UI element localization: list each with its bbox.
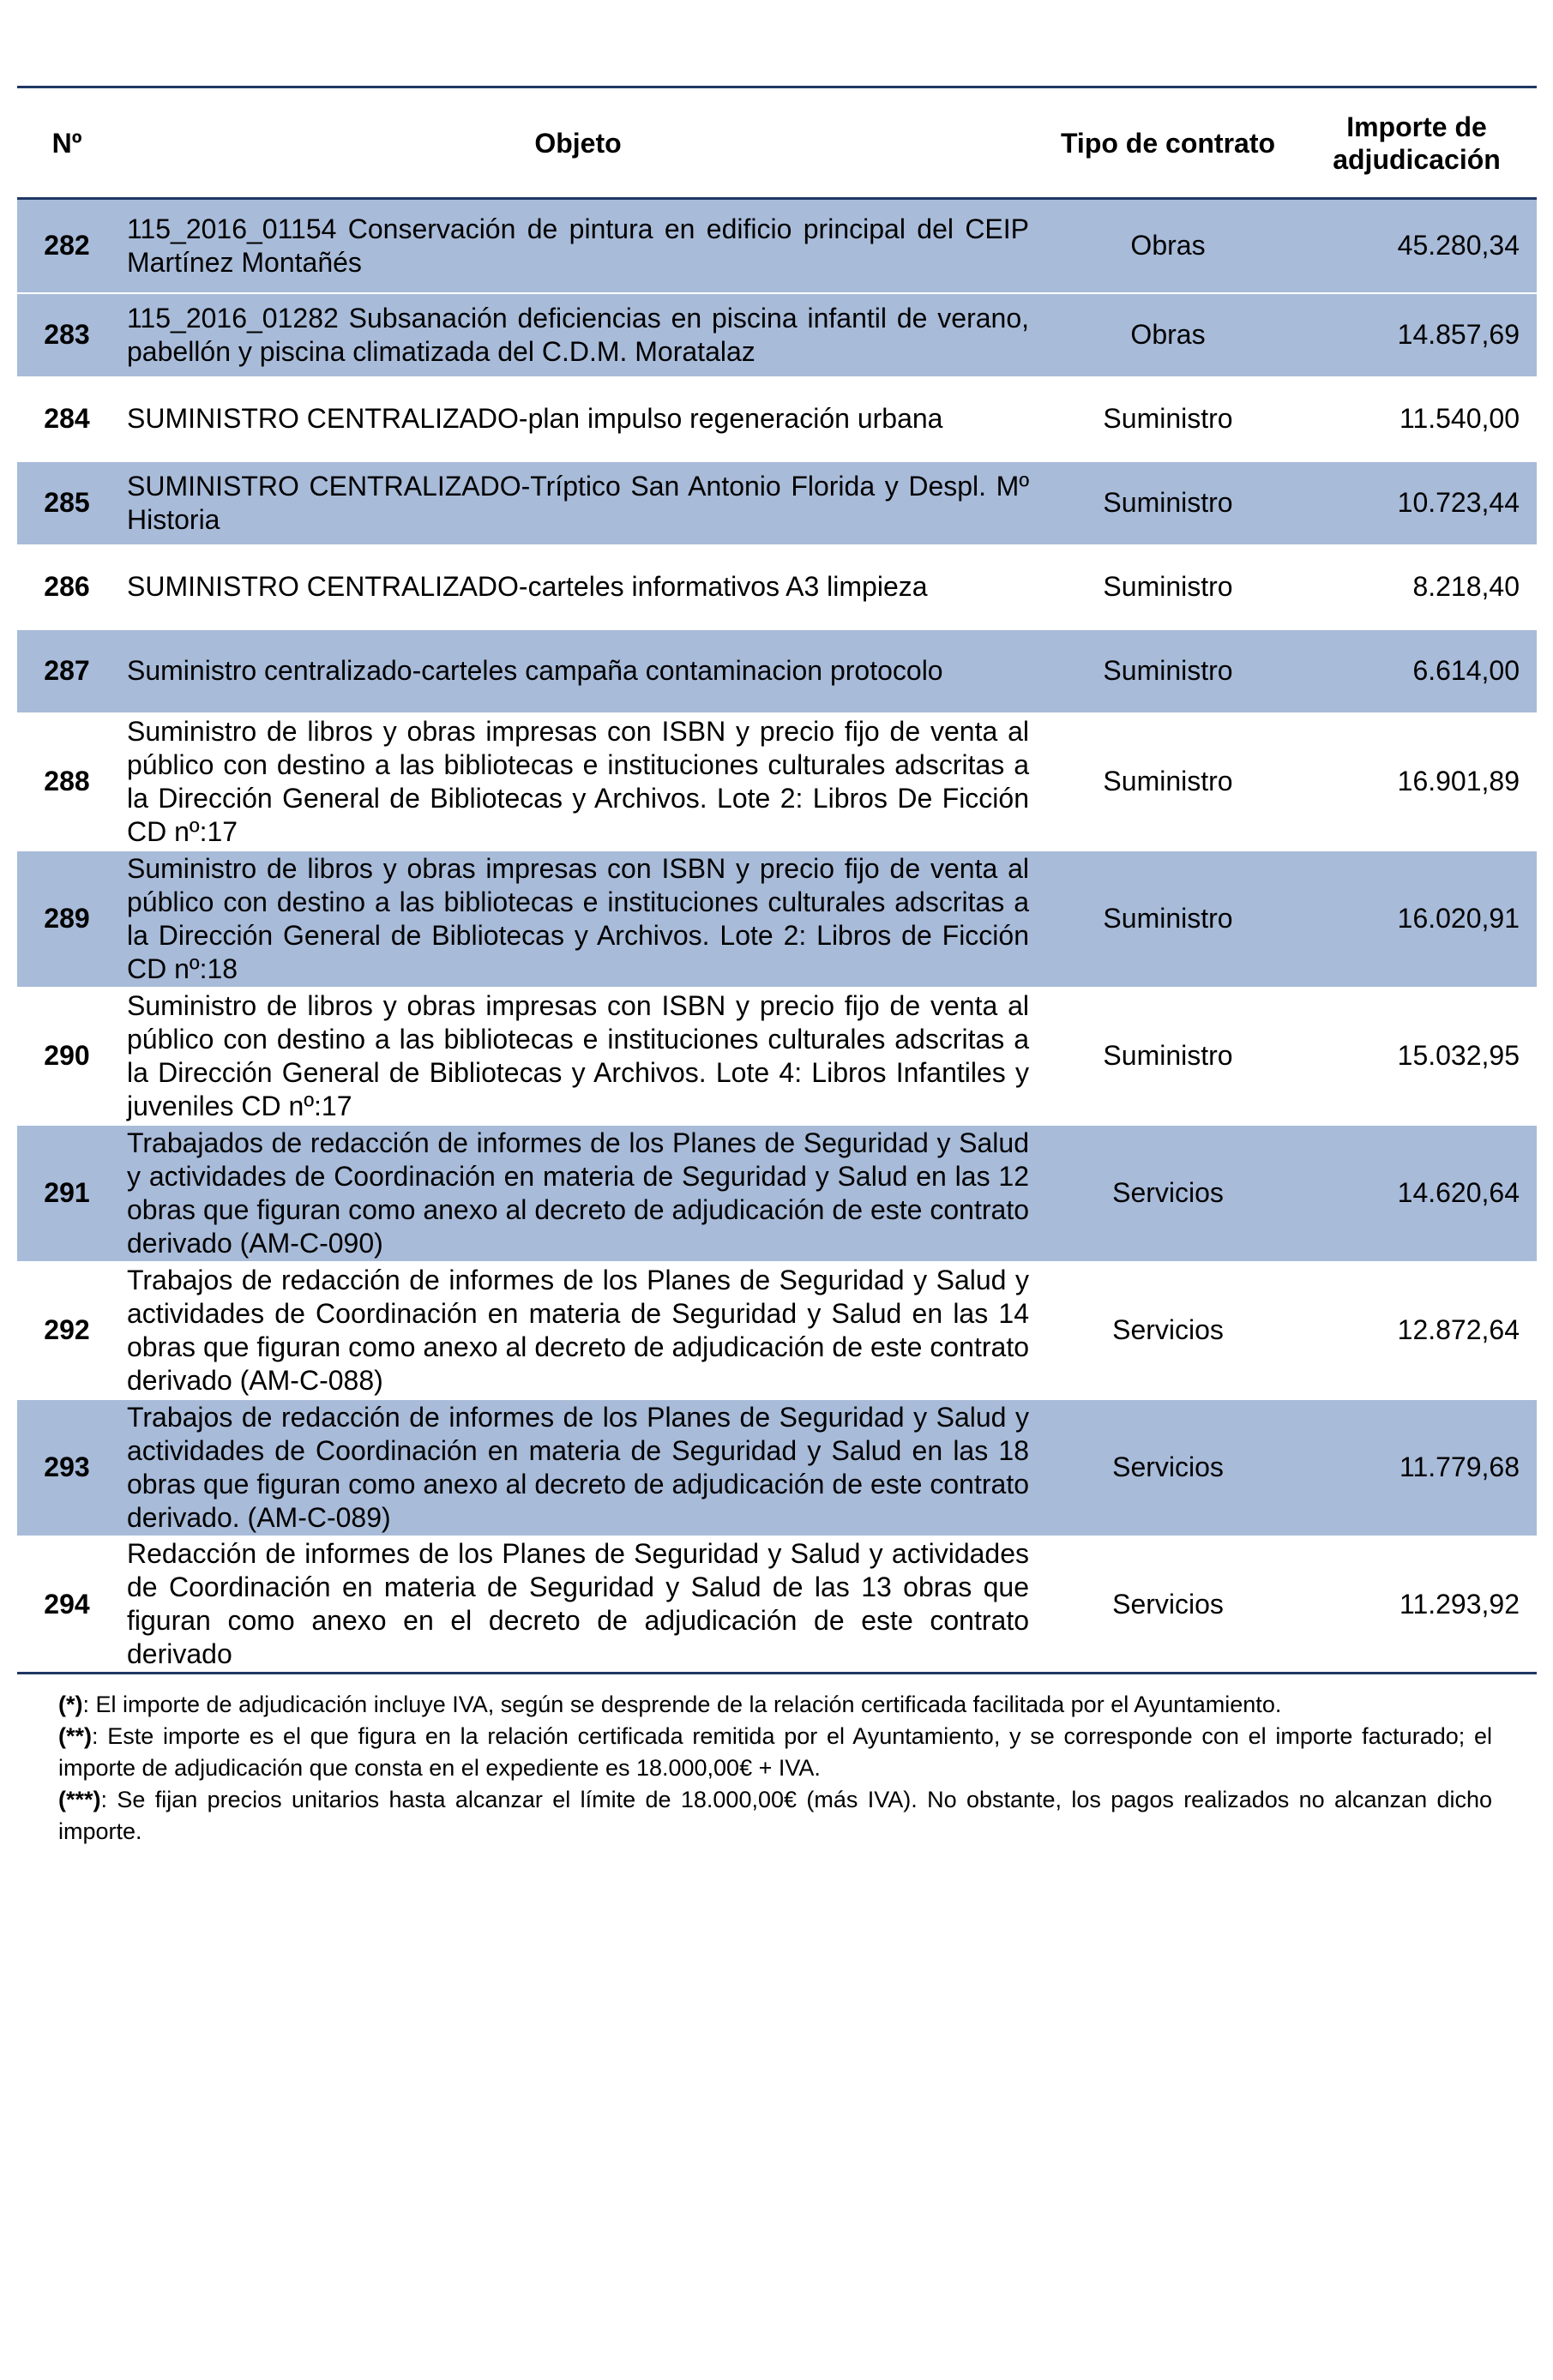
table-row <box>17 850 1537 988</box>
row-num: 283 <box>17 293 117 377</box>
table-row <box>17 1399 1537 1536</box>
table-row <box>17 988 1537 1125</box>
table-row <box>17 377 1537 461</box>
table-row <box>17 1536 1537 1674</box>
table-row <box>17 713 1537 850</box>
row-tipo: Servicios <box>1039 1399 1297 1536</box>
table-header <box>17 87 1537 199</box>
row-importe: 11.293,92 <box>1297 1536 1537 1674</box>
footnote-mark: (**) <box>58 1723 92 1749</box>
row-num: 290 <box>17 988 117 1125</box>
footnote-text: : Este importe es el que figura en la relación certificada remitida por el Ayuntamiento, y se corresponde con el importe facturado; el importe de adjudicación que consta en el expediente es 18.000,00€ + IVA. <box>58 1723 1492 1781</box>
row-tipo: Suministro <box>1039 988 1297 1125</box>
row-num: 284 <box>17 377 117 461</box>
table-row <box>17 461 1537 545</box>
table-row <box>17 1262 1537 1399</box>
footnote-text: : El importe de adjudicación incluye IVA, según se desprende de la relación certificada facilitada por el Ayuntamiento. <box>82 1692 1282 1717</box>
row-objeto: SUMINISTRO CENTRALIZADO-Tríptico San Antonio Florida y Despl. Mº Historia <box>117 461 1039 545</box>
row-num: 285 <box>17 461 117 545</box>
row-objeto: Trabajados de redacción de informes de los Planes de Seguridad y Salud y actividades de Coordinación en materia de Seguridad y Salud en las 12 obras que figuran como anexo al decreto de adjudicación de este contrato derivado (AM-C-090) <box>117 1125 1039 1262</box>
row-objeto: Suministro de libros y obras impresas con ISBN y precio fijo de venta al público con destino a las bibliotecas e instituciones culturales adscritas a la Dirección General de Bibliotecas y Archivos. Lote 2: Libros De Ficción CD nº:17 <box>117 713 1039 850</box>
footnote <box>58 1689 1492 1721</box>
row-objeto: Trabajos de redacción de informes de los Planes de Seguridad y Salud y actividades de Coordinación en materia de Seguridad y Salud en las 14 obras que figuran como anexo al decreto de adjudicación de este contrato derivado (AM-C-088) <box>117 1262 1039 1399</box>
footnote-mark: (*) <box>58 1692 83 1717</box>
row-importe: 8.218,40 <box>1297 545 1537 629</box>
row-tipo: Suministro <box>1039 713 1297 850</box>
table-row <box>17 1125 1537 1262</box>
row-importe: 14.857,69 <box>1297 293 1537 377</box>
row-objeto: SUMINISTRO CENTRALIZADO-carteles informativos A3 limpieza <box>117 545 1039 629</box>
header-objeto: Objeto <box>117 87 1039 199</box>
row-tipo: Suministro <box>1039 850 1297 988</box>
row-tipo: Suministro <box>1039 461 1297 545</box>
row-objeto: 115_2016_01282 Subsanación deficiencias en piscina infantil de verano, pabellón y piscina climatizada del C.D.M. Moratalaz <box>117 293 1039 377</box>
header-tipo: Tipo de contrato <box>1039 87 1297 199</box>
row-num: 287 <box>17 629 117 713</box>
header-row <box>17 87 1537 199</box>
header-importe: Importe de adjudicación <box>1297 87 1537 199</box>
row-objeto: Suministro de libros y obras impresas con ISBN y precio fijo de venta al público con destino a las bibliotecas e instituciones culturales adscritas a la Dirección General de Bibliotecas y Archivos. Lote 2: Libros de Ficción CD nº:18 <box>117 850 1039 988</box>
row-tipo: Suministro <box>1039 377 1297 461</box>
table-body <box>17 199 1537 1674</box>
row-num: 294 <box>17 1536 117 1674</box>
footnotes <box>58 1689 1492 1848</box>
row-tipo: Obras <box>1039 199 1297 293</box>
row-num: 289 <box>17 850 117 988</box>
row-importe: 15.032,95 <box>1297 988 1537 1125</box>
row-tipo: Servicios <box>1039 1262 1297 1399</box>
row-num: 293 <box>17 1399 117 1536</box>
row-objeto: Suministro centralizado-carteles campaña contaminacion protocolo <box>117 629 1039 713</box>
row-num: 291 <box>17 1125 117 1262</box>
footnote <box>58 1721 1492 1784</box>
row-importe: 11.540,00 <box>1297 377 1537 461</box>
table-row <box>17 545 1537 629</box>
row-num: 282 <box>17 199 117 293</box>
footnote-text: : Se fijan precios unitarios hasta alcanzar el límite de 18.000,00€ (más IVA). No obstante, los pagos realizados no alcanzan dicho importe. <box>58 1787 1492 1844</box>
row-tipo: Suministro <box>1039 545 1297 629</box>
row-importe: 16.020,91 <box>1297 850 1537 988</box>
row-objeto: SUMINISTRO CENTRALIZADO-plan impulso regeneración urbana <box>117 377 1039 461</box>
footnote <box>58 1784 1492 1848</box>
row-num: 292 <box>17 1262 117 1399</box>
row-objeto: Trabajos de redacción de informes de los Planes de Seguridad y Salud y actividades de Coordinación en materia de Seguridad y Salud en las 18 obras que figuran como anexo al decreto de adjudicación de este contrato derivado. (AM-C-089) <box>117 1399 1039 1536</box>
row-tipo: Obras <box>1039 293 1297 377</box>
row-tipo: Servicios <box>1039 1125 1297 1262</box>
row-importe: 12.872,64 <box>1297 1262 1537 1399</box>
row-importe: 45.280,34 <box>1297 199 1537 293</box>
footnote-mark: (***) <box>58 1787 101 1812</box>
row-importe: 6.614,00 <box>1297 629 1537 713</box>
contracts-table <box>17 86 1537 1674</box>
row-importe: 16.901,89 <box>1297 713 1537 850</box>
table-row <box>17 629 1537 713</box>
row-importe: 10.723,44 <box>1297 461 1537 545</box>
row-tipo: Suministro <box>1039 629 1297 713</box>
row-importe: 11.779,68 <box>1297 1399 1537 1536</box>
row-objeto: 115_2016_01154 Conservación de pintura en edificio principal del CEIP Martínez Montañés <box>117 199 1039 293</box>
table-row <box>17 199 1537 293</box>
header-num: Nº <box>17 87 117 199</box>
table-row <box>17 293 1537 377</box>
row-tipo: Servicios <box>1039 1536 1297 1674</box>
row-objeto: Suministro de libros y obras impresas con ISBN y precio fijo de venta al público con destino a las bibliotecas e instituciones culturales adscritas a la Dirección General de Bibliotecas y Archivos. Lote 4: Libros Infantiles y juveniles CD nº:17 <box>117 988 1039 1125</box>
row-num: 286 <box>17 545 117 629</box>
row-objeto: Redacción de informes de los Planes de Seguridad y Salud y actividades de Coordinación en materia de Seguridad y Salud de las 13 obras que figuran como anexo en el decreto de adjudicación de este contrato derivado <box>117 1536 1039 1674</box>
row-num: 288 <box>17 713 117 850</box>
row-importe: 14.620,64 <box>1297 1125 1537 1262</box>
